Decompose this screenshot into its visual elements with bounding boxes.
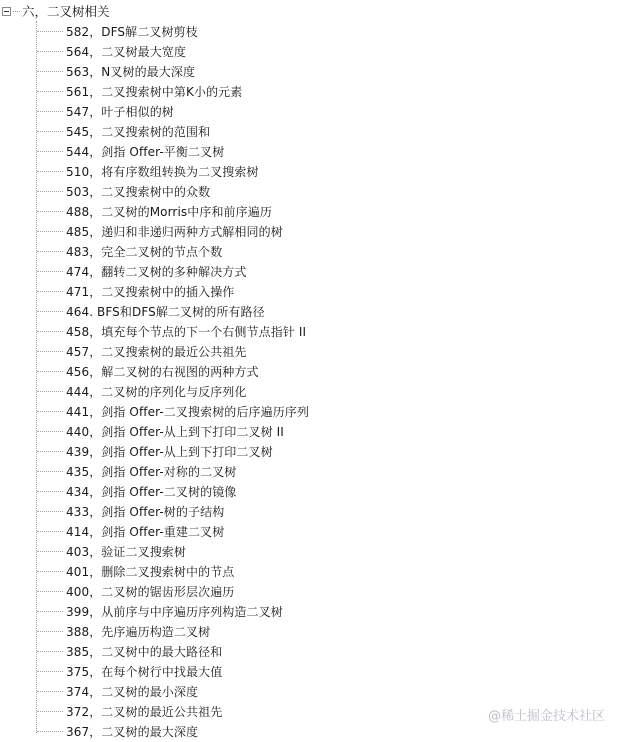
tree-item[interactable] — [0, 581, 309, 601]
tree-connector — [37, 151, 63, 152]
tree-item[interactable] — [0, 601, 309, 621]
tree-children — [0, 21, 309, 741]
tree-item[interactable] — [0, 81, 309, 101]
tree-item-label: 375，在每个树行中找最大值 — [66, 664, 223, 679]
tree-connector — [37, 211, 63, 212]
tree-root-label: 六，二叉树相关 — [22, 4, 110, 19]
tree-item[interactable] — [0, 21, 309, 41]
tree-item[interactable] — [0, 221, 309, 241]
tree-item[interactable] — [0, 681, 309, 701]
tree-item-label: 458，填充每个节点的下一个右侧节点指针 II — [66, 324, 307, 339]
tree-item[interactable] — [0, 421, 309, 441]
tree-item-label: 433，剑指 Offer-树的子结构 — [66, 504, 225, 519]
tree-item[interactable] — [0, 301, 309, 321]
tree-item[interactable] — [0, 61, 309, 81]
tree-connector — [37, 171, 63, 172]
tree-item-label: 434，剑指 Offer-二叉树的镜像 — [66, 484, 237, 499]
tree-item-label: 414，剑指 Offer-重建二叉树 — [66, 524, 225, 539]
tree-item[interactable] — [0, 661, 309, 681]
tree-connector — [37, 411, 63, 412]
tree-item-label: 464. BFS和DFS解二叉树的所有路径 — [66, 304, 265, 319]
tree-connector — [37, 71, 63, 72]
tree-connector — [37, 671, 63, 672]
tree-item-label: 544，剑指 Offer-平衡二叉树 — [66, 144, 225, 159]
tree-connector — [37, 371, 63, 372]
tree-connector — [37, 611, 63, 612]
tree-item[interactable] — [0, 261, 309, 281]
tree-item[interactable] — [0, 341, 309, 361]
tree-item-label: 372，二叉树的最近公共祖先 — [66, 704, 223, 719]
tree-item-label: 435，剑指 Offer-对称的二叉树 — [66, 464, 237, 479]
tree-item[interactable] — [0, 161, 309, 181]
tree-connector — [37, 191, 63, 192]
tree-connector — [37, 511, 63, 512]
tree-item[interactable] — [0, 121, 309, 141]
tree-item-label: 457，二叉搜索树的最近公共祖先 — [66, 344, 247, 359]
tree-connector — [37, 731, 63, 732]
tree-item-label: 503，二叉搜索树中的众数 — [66, 184, 211, 199]
watermark: @稀土掘金技术社区 — [487, 709, 605, 724]
tree-item-label: 564，二叉树最大宽度 — [66, 44, 187, 59]
tree-connector — [37, 311, 63, 312]
tree-item-label: 474，翻转二叉树的多种解决方式 — [66, 264, 247, 279]
tree-item-label: 388，先序遍历构造二叉树 — [66, 624, 211, 639]
tree-item[interactable] — [0, 361, 309, 381]
tree-connector — [37, 391, 63, 392]
tree-item-label: 510，将有序数组转换为二叉搜索树 — [66, 164, 259, 179]
tree-connector — [37, 451, 63, 452]
tree-item-label: 545，二叉搜索树的范围和 — [66, 124, 211, 139]
tree-connector — [13, 11, 20, 12]
tree-connector — [37, 91, 63, 92]
tree-connector — [37, 591, 63, 592]
tree-connector — [37, 471, 63, 472]
tree-item[interactable] — [0, 481, 309, 501]
tree-connector — [37, 651, 63, 652]
tree-item-label: 582，DFS解二叉树剪枝 — [66, 24, 198, 39]
tree-root-node[interactable] — [2, 2, 110, 20]
tree-item-label: 485，递归和非递归两种方式解相同的树 — [66, 224, 283, 239]
tree-item-label: 456，解二叉树的右视图的两种方式 — [66, 364, 259, 379]
tree-item[interactable] — [0, 561, 309, 581]
tree-item[interactable] — [0, 401, 309, 421]
tree-item[interactable] — [0, 521, 309, 541]
tree-connector — [37, 691, 63, 692]
tree-item[interactable] — [0, 621, 309, 641]
tree-connector — [37, 631, 63, 632]
tree-item[interactable] — [0, 381, 309, 401]
tree-item-label: 440，剑指 Offer-从上到下打印二叉树 II — [66, 424, 284, 439]
tree-item-label: 441，剑指 Offer-二叉搜索树的后序遍历序列 — [66, 404, 309, 419]
tree-item-label: 400，二叉树的锯齿形层次遍历 — [66, 584, 235, 599]
tree-item[interactable] — [0, 321, 309, 341]
tree-connector — [37, 491, 63, 492]
collapse-minus-icon[interactable] — [2, 7, 11, 16]
tree-item-label: 403，验证二叉搜索树 — [66, 544, 187, 559]
tree-connector — [37, 531, 63, 532]
tree-item[interactable] — [0, 441, 309, 461]
tree-item[interactable] — [0, 641, 309, 661]
tree-item-label: 483，完全二叉树的节点个数 — [66, 244, 223, 259]
tree-item-label: 367，二叉树的最大深度 — [66, 724, 199, 739]
tree-connector — [37, 571, 63, 572]
tree-item-label: 488，二叉树的Morris中序和前序遍历 — [66, 204, 272, 219]
tree-connector — [37, 431, 63, 432]
tree-item[interactable] — [0, 501, 309, 521]
tree-item-label: 444，二叉树的序列化与反序列化 — [66, 384, 247, 399]
tree-connector — [37, 331, 63, 332]
tree-item-label: 399，从前序与中序遍历序列构造二叉树 — [66, 604, 283, 619]
tree-connector — [37, 291, 63, 292]
tree-item[interactable] — [0, 201, 309, 221]
tree-item[interactable] — [0, 141, 309, 161]
tree-item[interactable] — [0, 721, 309, 741]
tree-item[interactable] — [0, 181, 309, 201]
tree-connector — [37, 131, 63, 132]
tree-item[interactable] — [0, 41, 309, 61]
tree-connector — [37, 31, 63, 32]
tree-item-label: 547，叶子相似的树 — [66, 104, 174, 119]
tree-connector — [37, 351, 63, 352]
tree-item[interactable] — [0, 281, 309, 301]
tree-item-label: 439，剑指 Offer-从上到下打印二叉树 — [66, 444, 273, 459]
tree-connector — [37, 251, 63, 252]
tree-connector — [37, 111, 63, 112]
tree-item[interactable] — [0, 101, 309, 121]
tree-connector — [37, 51, 63, 52]
tree-item[interactable] — [0, 241, 309, 261]
tree-item-label: 561，二叉搜索树中第K小的元素 — [66, 84, 243, 99]
tree-item-label: 471，二叉搜索树中的插入操作 — [66, 284, 235, 299]
tree-item-label: 385，二叉树中的最大路径和 — [66, 644, 223, 659]
tree-item[interactable] — [0, 541, 309, 561]
tree-item-label: 374，二叉树的最小深度 — [66, 684, 199, 699]
tree-connector — [37, 271, 63, 272]
tree-connector — [37, 551, 63, 552]
tree-item-label: 401，删除二叉搜索树中的节点 — [66, 564, 235, 579]
tree-item[interactable] — [0, 701, 309, 721]
tree-item-label: 563，N叉树的最大深度 — [66, 64, 196, 79]
tree-connector — [37, 231, 63, 232]
tree-connector — [37, 711, 63, 712]
tree-item[interactable] — [0, 461, 309, 481]
